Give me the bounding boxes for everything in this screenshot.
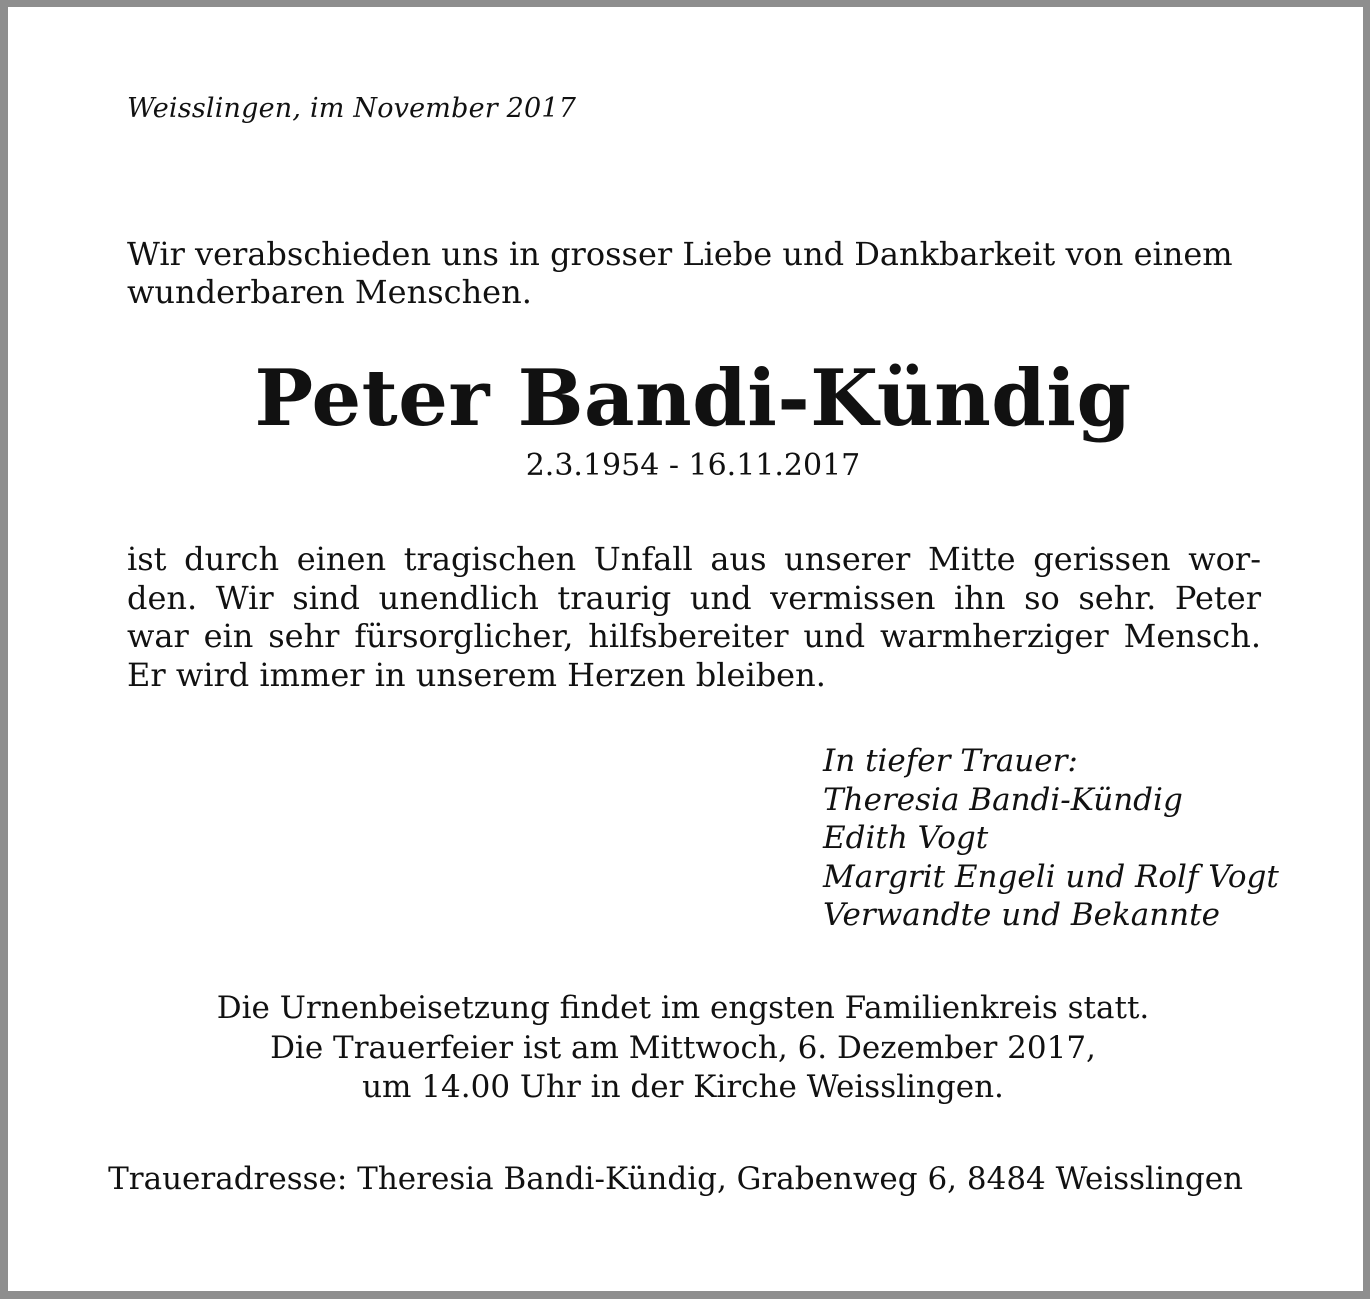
deceased-name: Peter Bandi-Kündig [254,353,1132,444]
mourners-heading: In tiefer Trauer: [823,743,1078,779]
life-dates: 2.3.1954 - 16.11.2017 [525,448,861,483]
mourner-name: Margrit Engeli und Rolf Vogt [823,858,1279,895]
body-text [127,540,1261,694]
ceremony-line: Die Trauerfeier ist am Mittwoch, 6. Dezember 2017, [270,1029,1096,1066]
mourner-name: Edith Vogt [823,820,989,856]
intro-line: wunderbaren Menschen. [127,273,532,311]
intro-text [127,235,1261,311]
place-date: Weisslingen, im November 2017 [127,93,577,124]
body-line: ist durch einen tragischen Unfall aus unserer Mitte gerissen wor- [127,540,1261,578]
body-line: Er wird immer in unserem Herzen bleiben. [127,655,826,694]
ceremony-line: um 14.00 Uhr in der Kirche Weisslingen. [362,1069,1004,1105]
ceremony-info [8,989,1358,1108]
body-line: den. Wir sind unendlich traurig und vermissen ihn so sehr. Peter [127,578,1261,617]
intro-line: Wir verabschieden uns in grosser Liebe und Dankbarkeit von einem [127,235,1233,273]
mourner-name: Verwandte und Bekannte [823,897,1220,933]
mourning-address: Traueradresse: Theresia Bandi-Kündig, Grabenweg 6, 8484 Weisslingen [108,1161,1243,1197]
body-line: war ein sehr fürsorglicher, hilfsbereiter und warmherziger Mensch. [127,617,1261,655]
mourners-block [823,742,1279,935]
mourner-name: Theresia Bandi-Kündig [823,781,1183,818]
ceremony-line: Die Urnenbeisetzung findet im engsten Familienkreis statt. [216,990,1150,1026]
